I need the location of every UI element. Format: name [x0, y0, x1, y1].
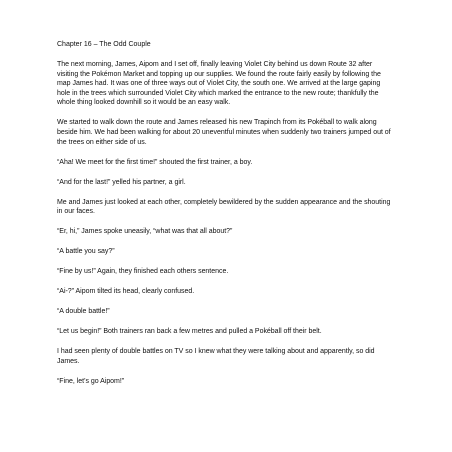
paragraph-2: We started to walk down the route and James released his new Trapinch from its Pokéball to walk along beside him. We had been walking for about 20 uneventful minutes when suddenly two trainers jumped out of the trees on either side of us.	[57, 119, 391, 146]
paragraph-13: “Fine, let’s go Aipom!”	[57, 377, 125, 385]
paragraph-11: “Let us begin!” Both trainers ran back a few metres and pulled a Pokéball off their belt.	[57, 328, 322, 335]
chapter-title: Chapter 16 – The Odd Couple	[57, 41, 151, 48]
paragraph-7: “A battle you say?”	[57, 248, 115, 256]
paragraph-6: “Er, hi,” James spoke uneasily, “what was that all about?”	[57, 228, 233, 236]
paragraph-3: “Aha! We meet for the first time!” shouted the first trainer, a boy.	[57, 158, 253, 166]
paragraph-1: The next morning, James, Aipom and I set off, finally leaving Violet City behind us down Route 32 after visiting the Pokémon Market and topping up our supplies. We found the route fairly easily by following the map James had. It was one of three ways out of Violet City, the south one. We arrived at the large gaping hole in the trees which surrounded Violet City which marked the entrance to the new route; thankfully the whole thing looked downhill so it would be an easy walk.	[57, 61, 381, 107]
paragraph-10: “A double battle!”	[57, 308, 110, 316]
paragraph-12: I had seen plenty of double battles on TV so I knew what they were talking about and apparently, so did James.	[57, 347, 375, 365]
paragraph-4: “And for the last!” yelled his partner, a girl.	[57, 178, 186, 186]
paragraph-5: Me and James just looked at each other, completely bewildered by the sudden appearance and the shouting in our faces.	[57, 198, 391, 216]
paragraph-9: “Ai-?” Aipom tilted its head, clearly confused.	[57, 288, 195, 296]
paragraph-8: “Fine by us!” Again, they finished each others sentence.	[57, 268, 229, 276]
